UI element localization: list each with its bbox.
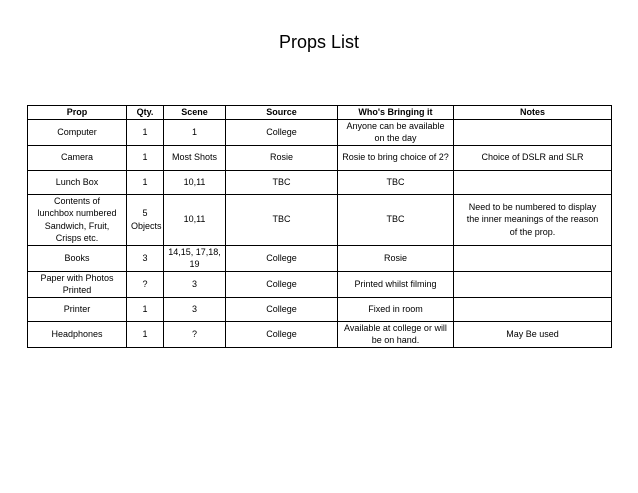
table-row	[28, 297, 612, 321]
cell-who-text: Anyone can be available on the day	[346, 120, 445, 143]
cell-prop-text: Contents of lunchbox numbered Sandwich, Fruit, Crisps etc.	[37, 195, 117, 243]
cell-notes	[454, 297, 612, 321]
table-row	[28, 245, 612, 271]
cell-who: Rosie to bring choice of 2?	[338, 145, 454, 170]
cell-scene: Most Shots	[164, 145, 226, 170]
header-scene: Scene	[164, 106, 226, 120]
cell-prop: Lunch Box	[28, 170, 127, 194]
cell-qty: 1	[127, 170, 164, 194]
cell-scene	[164, 245, 226, 271]
cell-notes	[454, 245, 612, 271]
cell-source: College	[226, 271, 338, 297]
table-row	[28, 194, 612, 245]
cell-prop: Camera	[28, 145, 127, 170]
cell-qty: 1	[127, 145, 164, 170]
cell-notes	[454, 119, 612, 145]
cell-who	[338, 119, 454, 145]
cell-qty: 1	[127, 119, 164, 145]
cell-prop: Computer	[28, 119, 127, 145]
cell-who-text: Available at college or will be on hand.	[344, 322, 447, 345]
cell-notes	[454, 271, 612, 297]
cell-prop: Printer	[28, 297, 127, 321]
cell-source: College	[226, 245, 338, 271]
props-table	[27, 105, 612, 348]
cell-source: Rosie	[226, 145, 338, 170]
header-prop: Prop	[28, 106, 127, 120]
cell-scene: 10,11	[164, 170, 226, 194]
cell-prop	[28, 271, 127, 297]
header-who-bringing: Who's Bringing it	[338, 106, 454, 120]
cell-prop: Headphones	[28, 321, 127, 347]
cell-scene: 10,11	[164, 194, 226, 245]
table-row	[28, 145, 612, 170]
cell-notes: Choice of DSLR and SLR	[454, 145, 612, 170]
cell-qty-text: 5 Objects	[131, 208, 162, 231]
cell-prop-text: Paper with Photos Printed	[40, 272, 114, 295]
cell-who	[338, 321, 454, 347]
page-title: Props List	[278, 32, 360, 52]
cell-notes: May Be used	[454, 321, 612, 347]
cell-scene-text: 14,15, 17,18, 19	[168, 246, 221, 269]
cell-notes	[454, 170, 612, 194]
cell-prop	[28, 194, 127, 245]
cell-who: Rosie	[338, 245, 454, 271]
table-header-row	[28, 106, 612, 120]
header-source: Source	[226, 106, 338, 120]
cell-notes-text: Need to be numbered to display the inner meanings of the reason of the prop.	[466, 201, 599, 237]
cell-source: College	[226, 297, 338, 321]
header-qty: Qty.	[127, 106, 164, 120]
cell-qty: 1	[127, 321, 164, 347]
cell-qty: 1	[127, 297, 164, 321]
cell-source: TBC	[226, 170, 338, 194]
cell-scene: ?	[164, 321, 226, 347]
cell-who: Printed whilst filming	[338, 271, 454, 297]
cell-scene: 3	[164, 297, 226, 321]
cell-who: Fixed in room	[338, 297, 454, 321]
cell-scene: 1	[164, 119, 226, 145]
table-row	[28, 170, 612, 194]
cell-qty: ?	[127, 271, 164, 297]
cell-scene: 3	[164, 271, 226, 297]
table-row	[28, 321, 612, 347]
cell-notes	[454, 194, 612, 245]
cell-who: TBC	[338, 194, 454, 245]
cell-source: College	[226, 119, 338, 145]
cell-qty	[127, 194, 164, 245]
cell-source: TBC	[226, 194, 338, 245]
cell-who: TBC	[338, 170, 454, 194]
cell-qty: 3	[127, 245, 164, 271]
cell-source: College	[226, 321, 338, 347]
table-row	[28, 271, 612, 297]
cell-prop: Books	[28, 245, 127, 271]
header-notes: Notes	[454, 106, 612, 120]
table-row	[28, 119, 612, 145]
